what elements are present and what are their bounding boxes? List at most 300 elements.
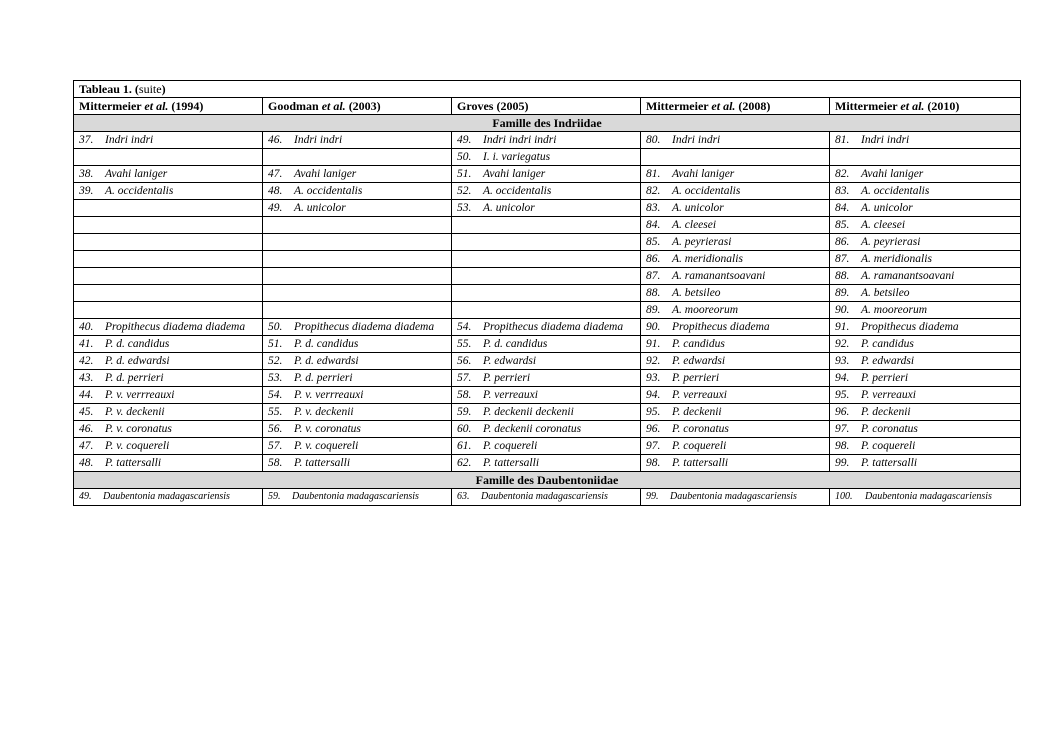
table-cell [263,166,452,183]
species-name: P. tattersalli [483,457,540,469]
table-cell [74,438,263,455]
table-cell [830,438,1021,455]
table-cell [452,421,641,438]
entry-number: 39. [79,185,94,197]
species-name: P. coquereli [861,440,916,452]
species-name: P. perrieri [861,372,909,384]
species-name: A. unicolor [294,202,346,214]
family-heading: Famille des Daubentoniidae [74,472,1021,489]
species-name: P. coronatus [672,423,729,435]
table-row [74,404,1021,421]
table-row [74,132,1021,149]
species-table [73,80,1021,506]
species-name: P. v. deckenii [294,406,354,418]
species-name: P. d. candidus [294,338,359,350]
species-name: P. v. deckenii [105,406,165,418]
table-cell [641,438,830,455]
species-name: A. occidentalis [672,185,741,197]
table-cell [74,302,263,319]
entry-number: 46. [79,423,94,435]
table-cell [830,285,1021,302]
table-cell [74,166,263,183]
table-cell [641,370,830,387]
species-name: A. unicolor [483,202,535,214]
table-cell [830,268,1021,285]
species-name: A. betsileo [861,287,910,299]
entry-number: 47. [268,168,283,180]
entry-number: 48. [268,185,283,197]
table-cell [263,285,452,302]
table-cell [74,336,263,353]
species-name: P. d. edwardsi [105,355,170,367]
species-name: Daubentonia madagascariensis [670,491,797,502]
table-cell [74,183,263,200]
table-cell [641,285,830,302]
table-cell [830,166,1021,183]
table-cell [263,438,452,455]
species-name: P. d. perrieri [294,372,353,384]
entry-number: 59. [457,406,472,418]
species-name: A. cleesei [861,219,906,231]
entry-number: 82. [835,168,850,180]
entry-number: 98. [646,457,661,469]
entry-number: 97. [646,440,661,452]
species-name: A. betsileo [672,287,721,299]
table-cell [830,421,1021,438]
entry-number: 81. [835,134,850,146]
species-name: A. ramanantsoavani [861,270,955,282]
family-row [74,472,1021,489]
species-name: A. meridionalis [861,253,932,265]
entry-number: 92. [835,338,850,350]
table-cell [74,421,263,438]
entry-number: 52. [268,355,283,367]
species-name: A. peyrierasi [861,236,921,248]
entry-number: 86. [646,253,661,265]
species-name: Propithecus diadema [861,321,959,333]
table-cell [263,183,452,200]
species-name: A. unicolor [861,202,913,214]
table-row [74,319,1021,336]
table-cell [74,387,263,404]
species-name: P. tattersalli [294,457,351,469]
table-cell [452,404,641,421]
table-cell [452,149,641,166]
species-name: P. deckenii deckenii [483,406,574,418]
table-cell [641,489,830,506]
column-header: Goodman et al. (2003) [263,98,452,115]
entry-number: 45. [79,406,94,418]
table-cell [452,387,641,404]
entry-number: 88. [835,270,850,282]
species-name: Propithecus diadema [672,321,770,333]
table-cell [830,387,1021,404]
table-cell [263,268,452,285]
species-name: A. mooreorum [672,304,739,316]
table-cell [830,489,1021,506]
species-name: P. coquereli [672,440,727,452]
species-name: A. occidentalis [105,185,174,197]
table-cell [74,353,263,370]
table-cell [830,455,1021,472]
species-name: Propithecus diadema diadema [483,321,624,333]
entry-number: 94. [646,389,661,401]
table-cell [74,200,263,217]
entry-number: 48. [79,457,94,469]
species-name: Daubentonia madagascariensis [865,491,992,502]
table-cell [830,302,1021,319]
entry-number: 53. [268,372,283,384]
species-name: P. v. verrreauxi [294,389,364,401]
table-cell [452,438,641,455]
species-name: P. v. coquereli [294,440,359,452]
species-name: P. deckenii [672,406,722,418]
species-name: P. d. edwardsi [294,355,359,367]
table-cell [830,200,1021,217]
entry-number: 99. [646,491,659,502]
entry-number: 87. [835,253,850,265]
table-row [74,217,1021,234]
species-name: P. v. coronatus [294,423,361,435]
table-row [74,302,1021,319]
table-row [74,268,1021,285]
species-name: P. d. perrieri [105,372,164,384]
table-cell [452,302,641,319]
table-cell [74,404,263,421]
species-name: A. occidentalis [861,185,930,197]
entry-number: 98. [835,440,850,452]
entry-number: 91. [835,321,850,333]
species-name: Avahi laniger [483,168,546,180]
species-name: Indri indri [861,134,910,146]
table-cell [641,353,830,370]
table-cell [452,200,641,217]
table-cell [263,302,452,319]
species-name: I. i. variegatus [483,151,551,163]
entry-number: 82. [646,185,661,197]
species-name: Avahi laniger [294,168,357,180]
table-cell [263,336,452,353]
table-cell [263,234,452,251]
entry-number: 47. [79,440,94,452]
entry-number: 51. [457,168,472,180]
entry-number: 54. [268,389,283,401]
table-cell [452,183,641,200]
entry-number: 100. [835,491,853,502]
species-name: P. deckenii [861,406,911,418]
table-cell [452,370,641,387]
entry-number: 56. [457,355,472,367]
table-cell [74,319,263,336]
table-cell [452,336,641,353]
entry-number: 89. [646,304,661,316]
species-name: P. deckenii coronatus [483,423,582,435]
species-name: Indri indri [105,134,154,146]
table-cell [452,319,641,336]
table-cell [830,319,1021,336]
table-row [74,387,1021,404]
table-row [74,183,1021,200]
species-name: P. verreauxi [672,389,727,401]
table-cell [452,166,641,183]
species-name: P. d. candidus [105,338,170,350]
entry-number: 49. [268,202,283,214]
entry-number: 88. [646,287,661,299]
species-name: P. v. coronatus [105,423,172,435]
species-name: Propithecus diadema diadema [294,321,435,333]
species-name: Daubentonia madagascariensis [292,491,419,502]
caption-label: Tableau 1. [79,82,132,96]
species-name: Avahi laniger [861,168,924,180]
species-name: A. occidentalis [294,185,363,197]
entry-number: 58. [268,457,283,469]
table-cell [830,353,1021,370]
species-name: P. candidus [672,338,725,350]
entry-number: 80. [646,134,661,146]
entry-number: 92. [646,355,661,367]
table-cell [74,455,263,472]
entry-number: 41. [79,338,94,350]
species-name: A. cleesei [672,219,717,231]
table-cell [452,455,641,472]
entry-number: 42. [79,355,94,367]
species-name: P. coronatus [861,423,918,435]
table-cell [641,302,830,319]
table-cell [452,353,641,370]
table-cell [452,489,641,506]
entry-number: 89. [835,287,850,299]
entry-number: 62. [457,457,472,469]
entry-number: 90. [646,321,661,333]
species-name: Avahi laniger [105,168,168,180]
entry-number: 95. [835,389,850,401]
entry-number: 83. [646,202,661,214]
entry-number: 93. [835,355,850,367]
entry-number: 38. [79,168,94,180]
table-cell [74,268,263,285]
table-cell [263,370,452,387]
species-name: P. perrieri [483,372,531,384]
entry-number: 57. [457,372,472,384]
entry-number: 37. [79,134,94,146]
table-cell [74,489,263,506]
entry-number: 52. [457,185,472,197]
table-cell [830,251,1021,268]
table-cell [263,251,452,268]
table-cell [641,421,830,438]
entry-number: 96. [835,406,850,418]
table-cell [641,387,830,404]
entry-number: 90. [835,304,850,316]
entry-number: 97. [835,423,850,435]
species-name: A. meridionalis [672,253,743,265]
table-cell [74,132,263,149]
species-name: Indri indri [294,134,343,146]
table-row [74,455,1021,472]
table-cell [830,149,1021,166]
entry-number: 53. [457,202,472,214]
table-cell [263,387,452,404]
entry-number: 85. [835,219,850,231]
table-row [74,353,1021,370]
species-name: P. coquereli [483,440,538,452]
table-cell [263,200,452,217]
table-row [74,438,1021,455]
species-name: P. candidus [861,338,914,350]
table-cell [263,353,452,370]
entry-number: 81. [646,168,661,180]
entry-number: 56. [268,423,283,435]
table-cell [74,285,263,302]
entry-number: 87. [646,270,661,282]
entry-number: 44. [79,389,94,401]
table-row [74,166,1021,183]
species-name: P. tattersalli [672,457,729,469]
table-cell [263,149,452,166]
entry-number: 93. [646,372,661,384]
table-cell [263,421,452,438]
table-cell [263,489,452,506]
table-cell [263,455,452,472]
entry-number: 57. [268,440,283,452]
species-name: Avahi laniger [672,168,735,180]
table-row [74,200,1021,217]
species-name: A. mooreorum [861,304,928,316]
column-header: Mittermeier et al. (2008) [641,98,830,115]
table-cell [641,166,830,183]
species-name: Propithecus diadema diadema [105,321,246,333]
entry-number: 84. [835,202,850,214]
table-caption: Tableau 1. (suite) [74,81,1021,98]
table-cell [452,268,641,285]
table-cell [452,132,641,149]
table-row [74,336,1021,353]
table-cell [74,149,263,166]
species-name: P. v. coquereli [105,440,170,452]
table-row [74,421,1021,438]
entry-number: 40. [79,321,94,333]
table-cell [641,234,830,251]
table-cell [830,234,1021,251]
entry-number: 86. [835,236,850,248]
species-name: Daubentonia madagascariensis [481,491,608,502]
species-name: P. d. candidus [483,338,548,350]
species-name: P. tattersalli [105,457,162,469]
table-cell [641,268,830,285]
species-name: P. edwardsi [483,355,537,367]
table-cell [452,251,641,268]
table-cell [641,319,830,336]
species-name: Daubentonia madagascariensis [103,491,230,502]
entry-number: 55. [457,338,472,350]
column-header: Mittermeier et al. (1994) [74,98,263,115]
table-cell [452,234,641,251]
table-cell [452,285,641,302]
entry-number: 96. [646,423,661,435]
table-cell [641,336,830,353]
family-heading: Famille des Indriidae [74,115,1021,132]
species-name: A. unicolor [672,202,724,214]
species-name: P. verreauxi [861,389,916,401]
entry-number: 55. [268,406,283,418]
entry-number: 84. [646,219,661,231]
table-cell [74,234,263,251]
table-row [74,149,1021,166]
table-row [74,370,1021,387]
table-cell [830,217,1021,234]
entry-number: 83. [835,185,850,197]
species-name: P. edwardsi [672,355,726,367]
header-row [74,98,1021,115]
species-name: Indri indri [672,134,721,146]
species-name: Indri indri indri [483,134,557,146]
caption-note: suite [138,82,162,96]
table-cell [830,370,1021,387]
table-cell [263,217,452,234]
entry-number: 43. [79,372,94,384]
entry-number: 85. [646,236,661,248]
entry-number: 58. [457,389,472,401]
species-name: A. peyrierasi [672,236,732,248]
column-header: Groves (2005) [452,98,641,115]
table-cell [641,251,830,268]
entry-number: 50. [268,321,283,333]
entry-number: 50. [457,151,472,163]
table-cell [641,149,830,166]
table-cell [74,251,263,268]
species-name: A. occidentalis [483,185,552,197]
table-cell [263,404,452,421]
table-cell [263,132,452,149]
table-cell [74,217,263,234]
entry-number: 49. [79,491,92,502]
column-header: Mittermeier et al. (2010) [830,98,1021,115]
entry-number: 61. [457,440,472,452]
family-row [74,115,1021,132]
table-row [74,285,1021,302]
entry-number: 51. [268,338,283,350]
entry-number: 46. [268,134,283,146]
species-name: P. perrieri [672,372,720,384]
table-cell [830,404,1021,421]
species-name: P. verreauxi [483,389,538,401]
table-cell [641,217,830,234]
table-cell [830,183,1021,200]
species-name: A. ramanantsoavani [672,270,766,282]
entry-number: 63. [457,491,470,502]
table-cell [641,200,830,217]
species-name: P. edwardsi [861,355,915,367]
entry-number: 59. [268,491,281,502]
entry-number: 99. [835,457,850,469]
entry-number: 54. [457,321,472,333]
table-cell [452,217,641,234]
entry-number: 91. [646,338,661,350]
table-cell [830,336,1021,353]
table-cell [641,455,830,472]
table-row [74,234,1021,251]
entry-number: 95. [646,406,661,418]
table-cell [74,370,263,387]
table-cell [641,183,830,200]
table-row [74,251,1021,268]
entry-number: 60. [457,423,472,435]
table-row [74,489,1021,506]
species-name: P. v. verrreauxi [105,389,175,401]
table-cell [641,404,830,421]
table-cell [263,319,452,336]
species-name: P. tattersalli [861,457,918,469]
